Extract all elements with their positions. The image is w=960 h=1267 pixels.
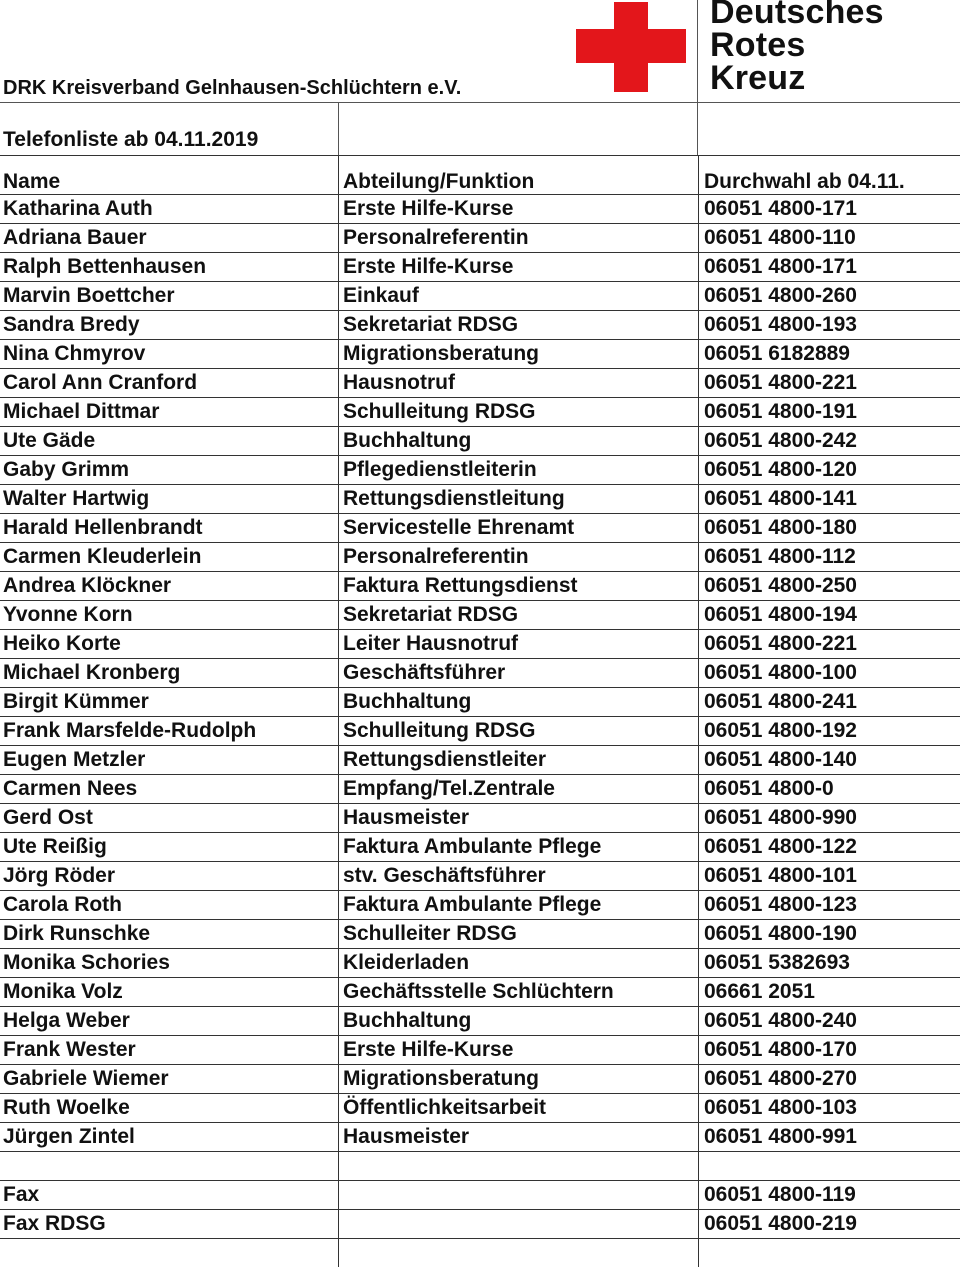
name-cell: Michael Kronberg xyxy=(0,659,339,688)
extension-cell: 06051 4800-141 xyxy=(699,485,960,514)
name-cell: Yvonne Korn xyxy=(0,601,339,630)
name-cell: Ute Gäde xyxy=(0,427,339,456)
extension-cell: 06051 5382693 xyxy=(699,949,960,978)
department-cell: Sekretariat RDSG xyxy=(339,601,699,630)
name-cell: Dirk Runschke xyxy=(0,920,339,949)
extension-cell: 06051 4800-242 xyxy=(699,427,960,456)
table-row xyxy=(0,195,960,224)
table-row xyxy=(0,282,960,311)
department-cell: Personalreferentin xyxy=(339,543,699,572)
table-row xyxy=(0,1152,960,1181)
table-row xyxy=(0,1065,960,1094)
department-cell: Pflegedienstleiterin xyxy=(339,456,699,485)
department-cell: Sekretariat RDSG xyxy=(339,311,699,340)
organization-name: DRK Kreisverband Gelnhausen-Schlüchtern e.V. xyxy=(3,77,461,100)
extension-cell: 06051 4800-170 xyxy=(699,1036,960,1065)
table-row xyxy=(0,717,960,746)
table-row xyxy=(0,630,960,659)
extension-cell: 06051 4800-0 xyxy=(699,775,960,804)
department-cell: Hausnotruf xyxy=(339,369,699,398)
department-cell: Migrationsberatung xyxy=(339,1065,699,1094)
table-row xyxy=(0,978,960,1007)
table-row xyxy=(0,456,960,485)
table-row xyxy=(0,891,960,920)
extension-cell xyxy=(699,1152,960,1181)
column-header-department: Abteilung/Funktion xyxy=(339,156,699,195)
department-cell: Buchhaltung xyxy=(339,1007,699,1036)
extension-cell: 06051 4800-110 xyxy=(699,224,960,253)
extension-cell xyxy=(699,1239,960,1267)
name-cell: Fax RDSG xyxy=(0,1210,339,1239)
extension-cell: 06051 4800-990 xyxy=(699,804,960,833)
name-cell: Frank Wester xyxy=(0,1036,339,1065)
name-cell: Harald Hellenbrandt xyxy=(0,514,339,543)
grid-line xyxy=(338,102,339,155)
name-cell: Gaby Grimm xyxy=(0,456,339,485)
department-cell: Kleiderladen xyxy=(339,949,699,978)
department-cell: Buchhaltung xyxy=(339,427,699,456)
name-cell: Birgit Kümmer xyxy=(0,688,339,717)
department-cell: Erste Hilfe-Kurse xyxy=(339,195,699,224)
table-row xyxy=(0,224,960,253)
table-row xyxy=(0,1007,960,1036)
table-row xyxy=(0,543,960,572)
department-cell: Migrationsberatung xyxy=(339,340,699,369)
table-row xyxy=(0,1094,960,1123)
department-cell: Gechäftsstelle Schlüchtern xyxy=(339,978,699,1007)
extension-cell: 06051 4800-190 xyxy=(699,920,960,949)
name-cell: Eugen Metzler xyxy=(0,746,339,775)
table-row xyxy=(0,1123,960,1152)
department-cell: Personalreferentin xyxy=(339,224,699,253)
extension-cell: 06051 4800-194 xyxy=(699,601,960,630)
name-cell: Monika Volz xyxy=(0,978,339,1007)
header-row xyxy=(0,156,960,195)
extension-cell: 06661 2051 xyxy=(699,978,960,1007)
table-row xyxy=(0,601,960,630)
extension-cell: 06051 4800-101 xyxy=(699,862,960,891)
logo-line: Rotes xyxy=(710,29,884,62)
table-row xyxy=(0,920,960,949)
extension-cell: 06051 4800-219 xyxy=(699,1210,960,1239)
extension-cell: 06051 4800-241 xyxy=(699,688,960,717)
table-row xyxy=(0,775,960,804)
department-cell: Empfang/Tel.Zentrale xyxy=(339,775,699,804)
department-cell: Faktura Rettungsdienst xyxy=(339,572,699,601)
extension-cell: 06051 4800-120 xyxy=(699,456,960,485)
name-cell: Frank Marsfelde-Rudolph xyxy=(0,717,339,746)
name-cell: Fax xyxy=(0,1181,339,1210)
department-cell: Servicestelle Ehrenamt xyxy=(339,514,699,543)
extension-cell: 06051 4800-221 xyxy=(699,630,960,659)
red-cross-icon-bar xyxy=(576,29,686,63)
table-row xyxy=(0,688,960,717)
department-cell xyxy=(339,1239,699,1267)
name-cell: Heiko Korte xyxy=(0,630,339,659)
name-cell: Walter Hartwig xyxy=(0,485,339,514)
extension-cell: 06051 4800-192 xyxy=(699,717,960,746)
table-row xyxy=(0,340,960,369)
department-cell: Hausmeister xyxy=(339,1123,699,1152)
table-row xyxy=(0,1036,960,1065)
department-cell: Geschäftsführer xyxy=(339,659,699,688)
name-cell: Ralph Bettenhausen xyxy=(0,253,339,282)
department-cell: Rettungsdienstleiter xyxy=(339,746,699,775)
department-cell: Erste Hilfe-Kurse xyxy=(339,1036,699,1065)
table-row xyxy=(0,833,960,862)
drk-logo xyxy=(576,0,960,100)
table-row xyxy=(0,427,960,456)
department-cell xyxy=(339,1210,699,1239)
extension-cell: 06051 4800-122 xyxy=(699,833,960,862)
logo-line: Kreuz xyxy=(710,62,884,95)
name-cell xyxy=(0,1152,339,1181)
table-row xyxy=(0,1181,960,1210)
department-cell xyxy=(339,1181,699,1210)
column-header-extension: Durchwahl ab 04.11. xyxy=(699,156,960,195)
name-cell: Helga Weber xyxy=(0,1007,339,1036)
name-cell: Carmen Nees xyxy=(0,775,339,804)
logo-wordmark xyxy=(710,0,884,95)
logo-line: Deutsches xyxy=(710,0,884,29)
table-row xyxy=(0,1239,960,1267)
department-cell: Faktura Ambulante Pflege xyxy=(339,833,699,862)
table-row xyxy=(0,1210,960,1239)
table-row xyxy=(0,253,960,282)
name-cell: Carmen Kleuderlein xyxy=(0,543,339,572)
extension-cell: 06051 4800-123 xyxy=(699,891,960,920)
table-row xyxy=(0,485,960,514)
table-row xyxy=(0,398,960,427)
table-row xyxy=(0,862,960,891)
department-cell: Einkauf xyxy=(339,282,699,311)
extension-cell: 06051 4800-270 xyxy=(699,1065,960,1094)
extension-cell: 06051 6182889 xyxy=(699,340,960,369)
table-row xyxy=(0,659,960,688)
department-cell: Buchhaltung xyxy=(339,688,699,717)
name-cell: Ute Reißig xyxy=(0,833,339,862)
extension-cell: 06051 4800-240 xyxy=(699,1007,960,1036)
name-cell: Nina Chmyrov xyxy=(0,340,339,369)
phone-table xyxy=(0,155,960,1267)
department-cell: Faktura Ambulante Pflege xyxy=(339,891,699,920)
table-row xyxy=(0,572,960,601)
name-cell: Michael Dittmar xyxy=(0,398,339,427)
table-row xyxy=(0,804,960,833)
department-cell: Hausmeister xyxy=(339,804,699,833)
department-cell: stv. Geschäftsführer xyxy=(339,862,699,891)
extension-cell: 06051 4800-260 xyxy=(699,282,960,311)
name-cell: Monika Schories xyxy=(0,949,339,978)
extension-cell: 06051 4800-171 xyxy=(699,253,960,282)
name-cell: Gabriele Wiemer xyxy=(0,1065,339,1094)
extension-cell: 06051 4800-250 xyxy=(699,572,960,601)
table-row xyxy=(0,514,960,543)
department-cell: Rettungsdienstleitung xyxy=(339,485,699,514)
extension-cell: 06051 4800-103 xyxy=(699,1094,960,1123)
name-cell: Sandra Bredy xyxy=(0,311,339,340)
name-cell: Carol Ann Cranford xyxy=(0,369,339,398)
name-cell: Adriana Bauer xyxy=(0,224,339,253)
extension-cell: 06051 4800-171 xyxy=(699,195,960,224)
name-cell: Jürgen Zintel xyxy=(0,1123,339,1152)
extension-cell: 06051 4800-221 xyxy=(699,369,960,398)
name-cell xyxy=(0,1239,339,1267)
name-cell: Jörg Röder xyxy=(0,862,339,891)
column-header-name: Name xyxy=(0,156,339,195)
extension-cell: 06051 4800-112 xyxy=(699,543,960,572)
name-cell: Marvin Boettcher xyxy=(0,282,339,311)
extension-cell: 06051 4800-119 xyxy=(699,1181,960,1210)
department-cell xyxy=(339,1152,699,1181)
list-subtitle: Telefonliste ab 04.11.2019 xyxy=(3,128,258,152)
extension-cell: 06051 4800-191 xyxy=(699,398,960,427)
table-row xyxy=(0,949,960,978)
name-cell: Carola Roth xyxy=(0,891,339,920)
name-cell: Gerd Ost xyxy=(0,804,339,833)
table-row xyxy=(0,746,960,775)
grid-line xyxy=(697,0,698,155)
extension-cell: 06051 4800-180 xyxy=(699,514,960,543)
department-cell: Öffentlichkeitsarbeit xyxy=(339,1094,699,1123)
grid-line xyxy=(0,102,960,103)
table-row xyxy=(0,311,960,340)
department-cell: Schulleiter RDSG xyxy=(339,920,699,949)
extension-cell: 06051 4800-991 xyxy=(699,1123,960,1152)
department-cell: Schulleitung RDSG xyxy=(339,398,699,427)
name-cell: Andrea Klöckner xyxy=(0,572,339,601)
table-row xyxy=(0,369,960,398)
name-cell: Katharina Auth xyxy=(0,195,339,224)
department-cell: Leiter Hausnotruf xyxy=(339,630,699,659)
department-cell: Schulleitung RDSG xyxy=(339,717,699,746)
extension-cell: 06051 4800-100 xyxy=(699,659,960,688)
extension-cell: 06051 4800-193 xyxy=(699,311,960,340)
name-cell: Ruth Woelke xyxy=(0,1094,339,1123)
extension-cell: 06051 4800-140 xyxy=(699,746,960,775)
department-cell: Erste Hilfe-Kurse xyxy=(339,253,699,282)
